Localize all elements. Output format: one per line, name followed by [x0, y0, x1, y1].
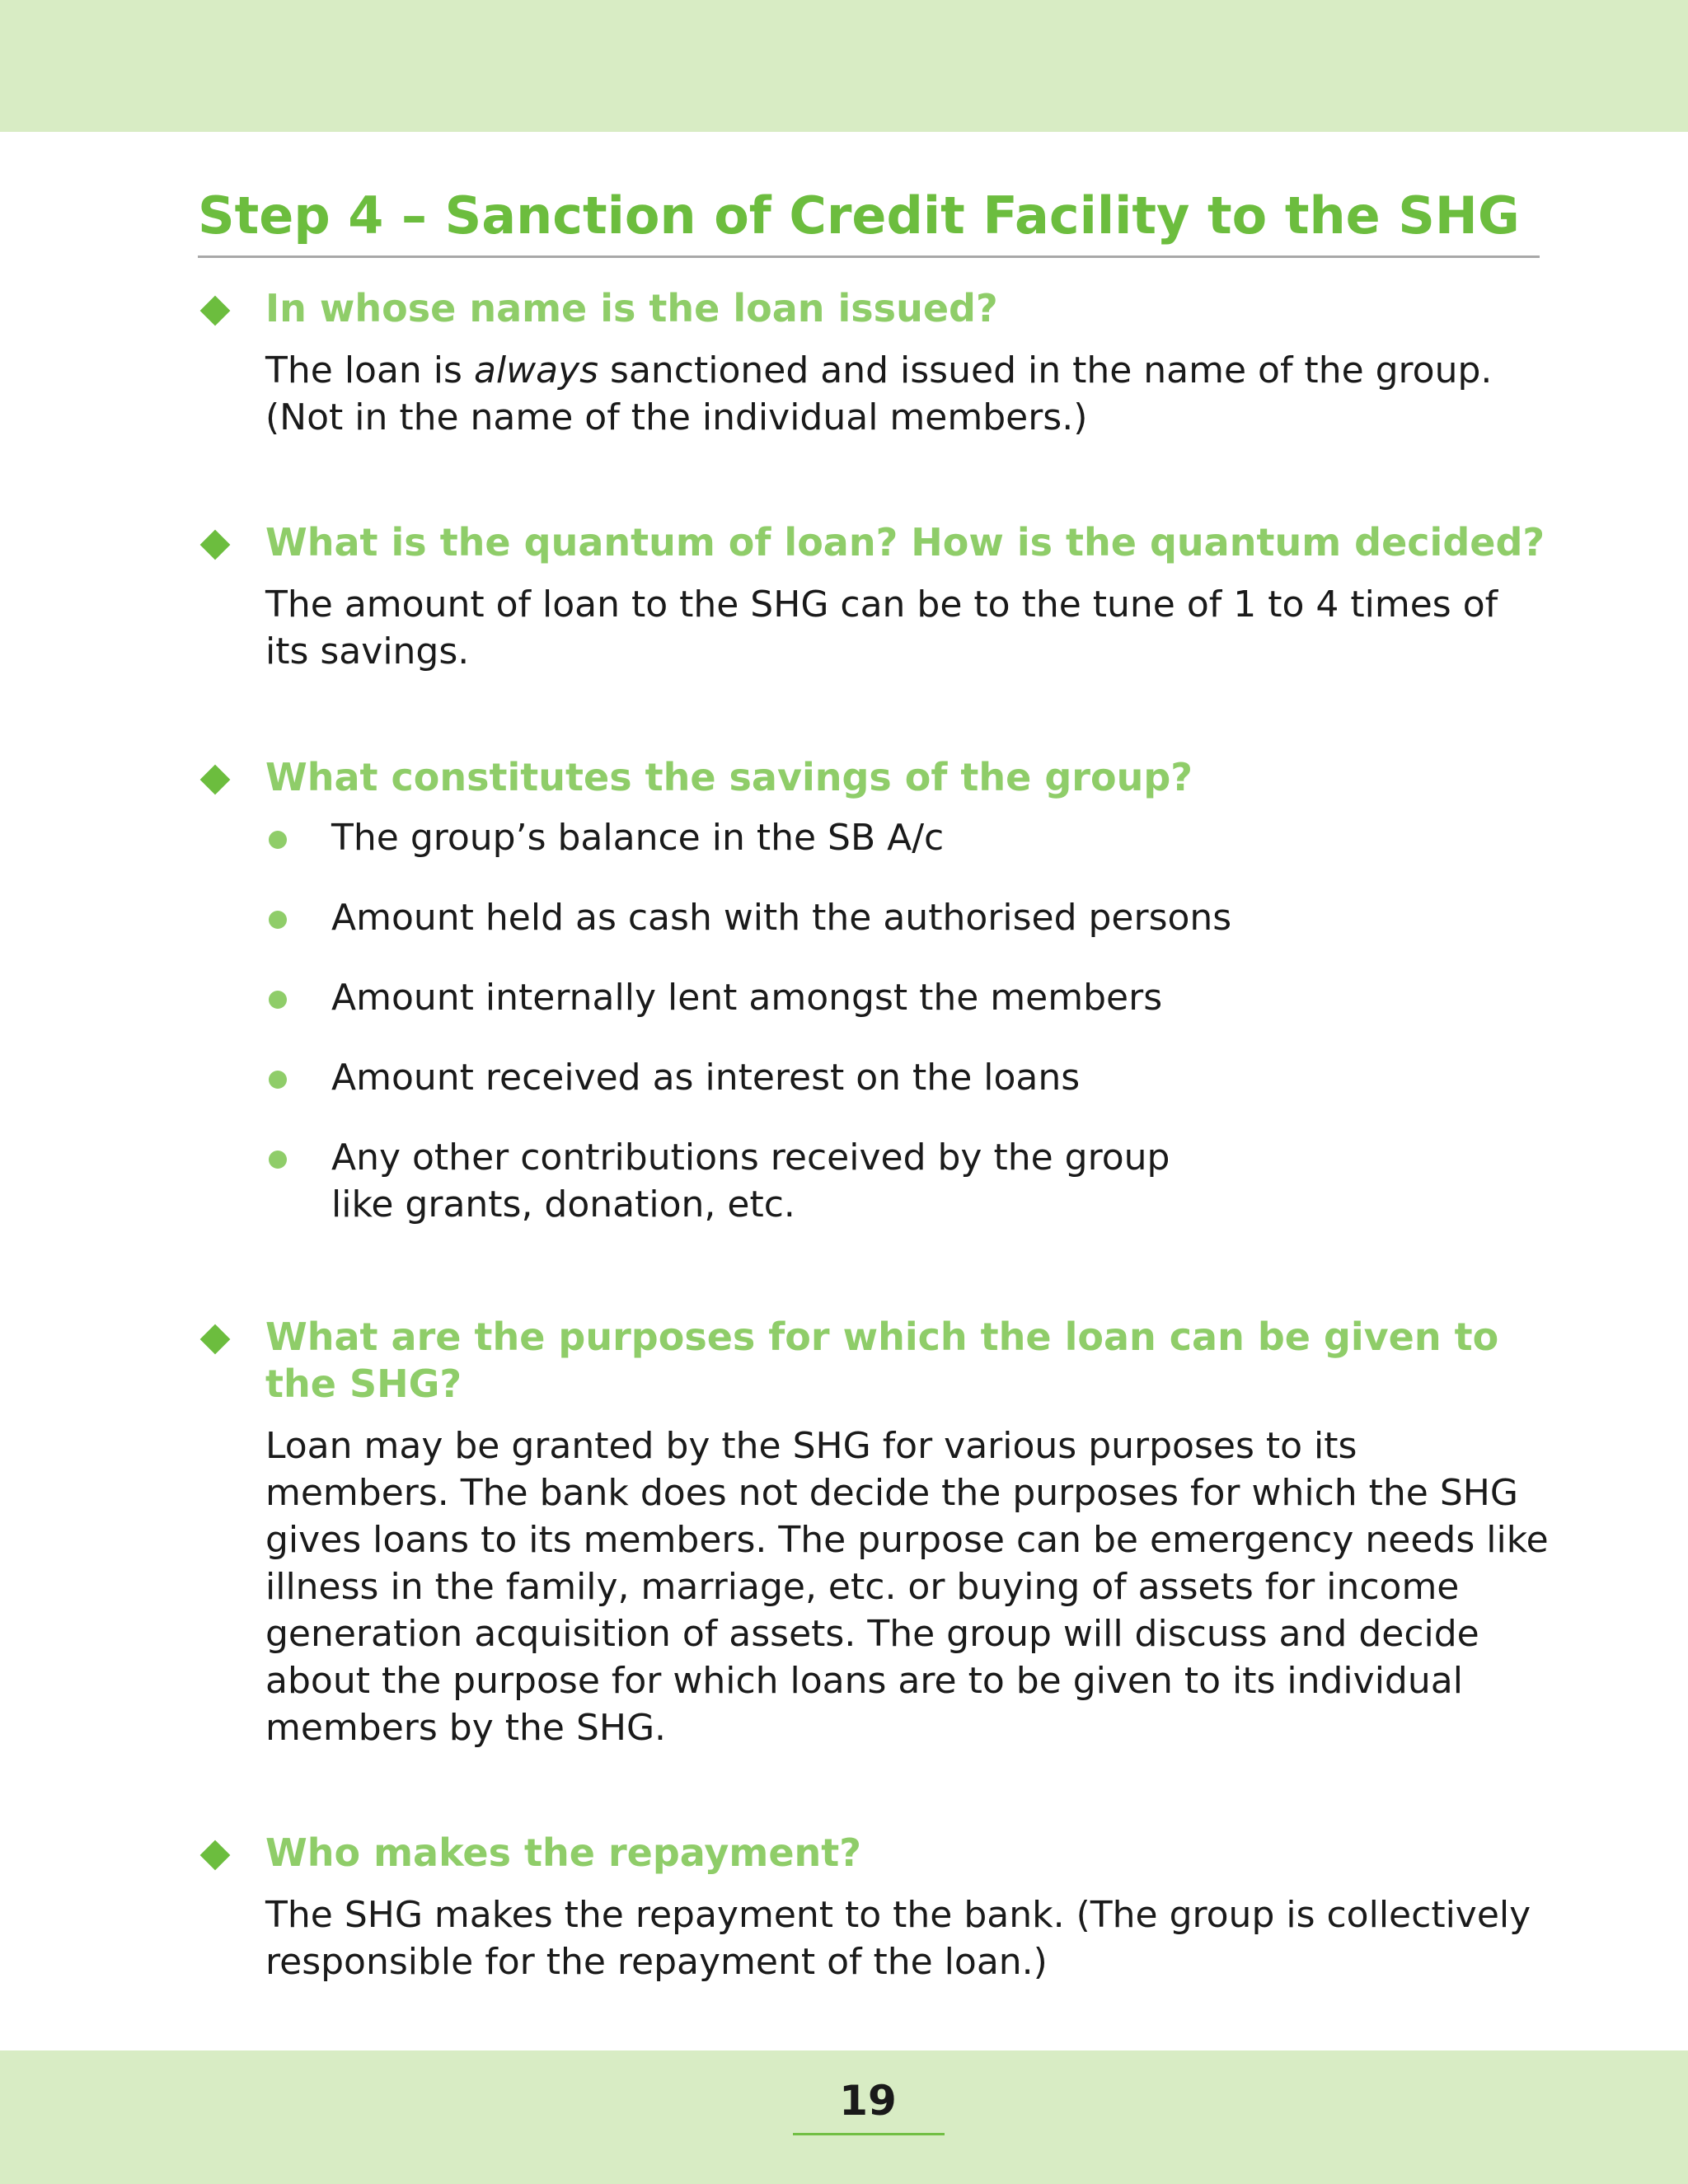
diamond-bullet-icon: [200, 530, 231, 560]
list-item: Amount held as cash with the authorised persons: [265, 894, 1550, 941]
section-repayment: [198, 1830, 1550, 1985]
list-item: Any other contributions received by the group like grants, donation, etc.: [265, 1134, 1550, 1228]
list-item: Amount received as interest on the loans: [265, 1054, 1550, 1101]
dot-bullet-icon: [269, 1151, 287, 1169]
section-purposes: [198, 1314, 1550, 1751]
section-savings: [198, 754, 1550, 1261]
answer-text: Loan may be granted by the SHG for various purposes to its members. The bank does not decide the purposes for which the SHG gives loans to its members. The purpose can be emergency needs like illness in the family, marriage, etc. or buying of assets for income generation acquisition of assets. The group will discuss and decide about the purpose for which loans are to be given to its individual members by the SHG.: [265, 1425, 1549, 1749]
question-row: [198, 519, 1550, 566]
section-loan-name: [198, 285, 1550, 441]
title-divider: [198, 255, 1540, 258]
savings-list: [198, 814, 1550, 1228]
section-quantum: [198, 519, 1550, 675]
answer-text: The loan is always sanctioned and issued in the name of the group. (Not in the name of the individual members.): [265, 349, 1493, 438]
diamond-bullet-icon: [200, 1324, 231, 1355]
page-number: 19: [839, 2077, 897, 2125]
question-heading: Who makes the repayment?: [265, 1830, 861, 1875]
header-band: [0, 0, 1688, 132]
answer-text: The SHG makes the repayment to the bank. (The group is collectively responsible for the repayment of the loan.): [265, 1894, 1531, 1983]
list-item: Amount internally lent amongst the members: [265, 974, 1550, 1021]
question-row: [198, 1830, 1550, 1877]
question-heading: What constitutes the savings of the group?: [265, 755, 1193, 799]
diamond-bullet-icon: [200, 296, 231, 326]
answer-text: The amount of loan to the SHG can be to the tune of 1 to 4 times of its savings.: [265, 583, 1498, 673]
page-number-underline: [793, 2133, 945, 2135]
dot-bullet-icon: [269, 831, 287, 849]
question-heading: What is the quantum of loan? How is the quantum decided?: [265, 520, 1545, 565]
dot-bullet-icon: [269, 911, 287, 929]
question-heading: In whose name is the loan issued?: [265, 286, 998, 330]
question-heading: What are the purposes for which the loan can be given to the SHG?: [265, 1315, 1499, 1406]
page-title: Step 4 – Sanction of Credit Facility to the SHG: [198, 185, 1520, 246]
question-row: [198, 754, 1550, 801]
dot-bullet-icon: [269, 991, 287, 1009]
emphasis-always: always: [473, 349, 599, 391]
question-row: [198, 285, 1550, 332]
diamond-bullet-icon: [200, 765, 231, 795]
question-row: [198, 1314, 1550, 1408]
diamond-bullet-icon: [200, 1840, 231, 1871]
dot-bullet-icon: [269, 1071, 287, 1089]
list-item: The group’s balance in the SB A/c: [265, 814, 1550, 861]
